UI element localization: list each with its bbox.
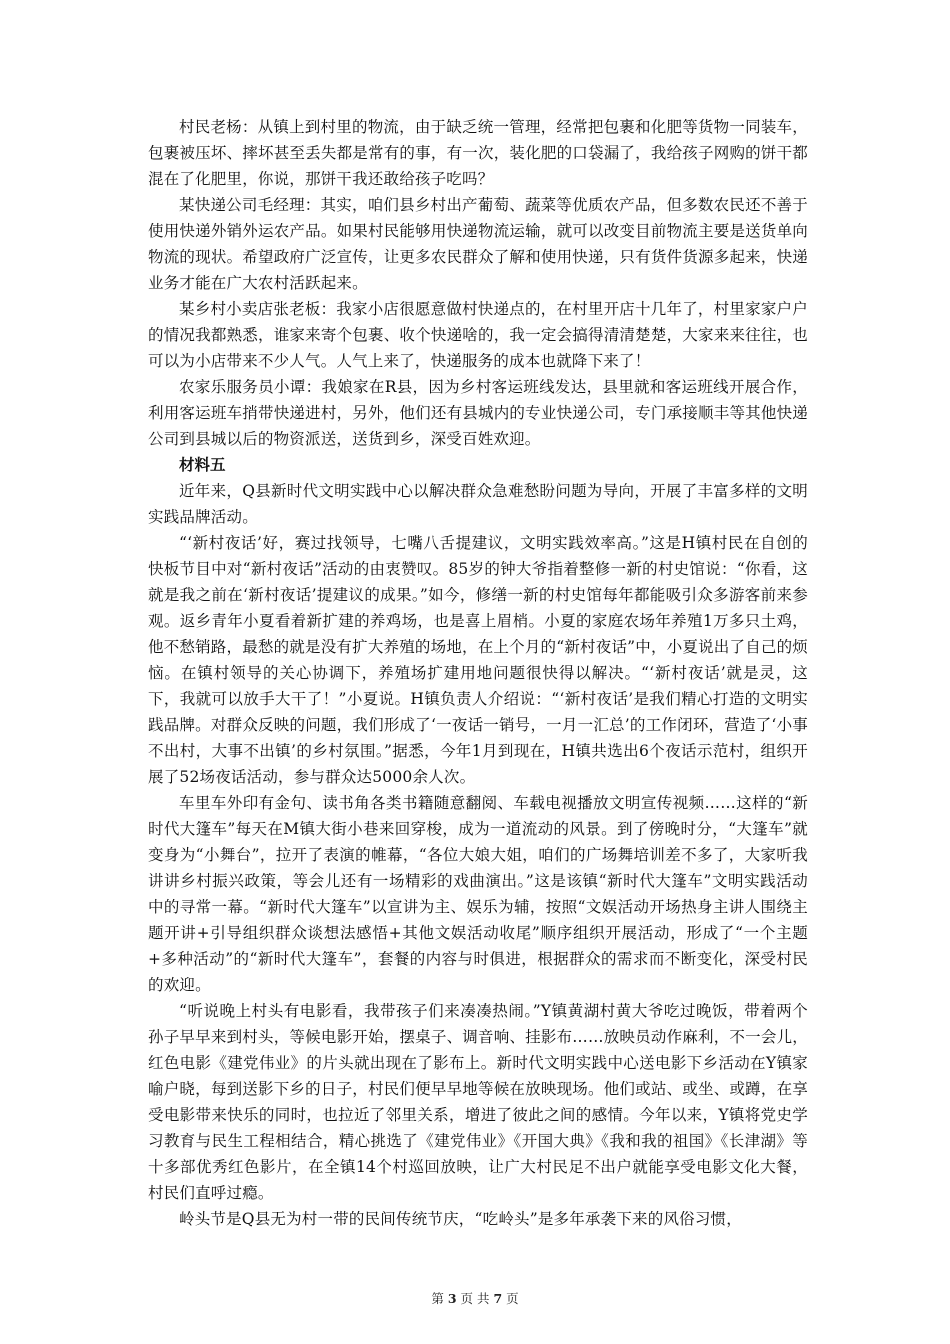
footer-prefix: 第 (431, 1291, 444, 1306)
paragraph-movie: “听说晚上村头有电影看，我带孩子们来凑凑热闹。”Y镇黄湖村黄大爷吃过晚饭，带着两个孙子早早来到村头，等候电影开始，摆桌子、调音响、挂影布……放映员动作麻利，不一会儿，红色电影《建党伟业》的片头就出现在了影布上。新时代文明实践中心送电影下乡活动在Y镇家喻户晓，每到送影下乡的日子，村民们便早早地等候在放映现场。他们或站、或坐、或蹲，在享受电影带来快乐的同时，也拉近了邻里关系，增进了彼此之间的感情。今年以来，Y镇将党史学习教育与民生工程相结合，精心挑选了《建党伟业》《开国大典》《我和我的祖国》《长津湖》等十多部优秀红色影片，在全镇14个村巡回放映，让广大村民足不出户就能享受电影文化大餐，村民们直呼过瘾。 (148, 1002, 808, 1202)
paragraph-intro: 近年来，Q县新时代文明实践中心以解决群众急难愁盼问题为导向，开展了丰富多样的文明实践品牌活动。 (148, 482, 808, 526)
section-heading: 材料五 (179, 455, 226, 474)
paragraph-caravan: 车里车外印有金句、读书角各类书籍随意翻阅、车载电视播放文明宣传视频……这样的“新时代大篷车”每天在M镇大街小巷来回穿梭，成为一道流动的风景。到了傍晚时分，“大篷车”就变身为“小舞台”，拉开了表演的帷幕，“各位大娘大姐，咱们的广场舞培训差不多了，大家听我讲讲乡村振兴政策，等会儿还有一场精彩的戏曲演出。”这是该镇“新时代大篷车”文明实践活动中的寻常一幕。“新时代大篷车”以宣讲为主、娱乐为辅，按照“文娱活动开场热身主讲人围绕主题开讲+引导组织群众谈想法感悟+其他文娱活动收尾”顺序组织开展活动，形成了“一个主题+多种活动”的“新时代大篷车”，套餐的内容与时俱进，根据群众的需求而不断变化，深受村民的欢迎。 (148, 794, 808, 994)
footer-total-pages: 7 (493, 1291, 503, 1306)
paragraph-lingtou-festival: 岭头节是Q县无为村一带的民间传统节庆，“吃岭头”是多年承袭下来的风俗习惯， (179, 1210, 742, 1228)
page-content (148, 114, 808, 1232)
page-footer (0, 1290, 950, 1308)
paragraph-villager-yang: 村民老杨：从镇上到村里的物流，由于缺乏统一管理，经常把包裹和化肥等货物一同装车，包裹被压坏、摔坏甚至丢失都是常有的事，有一次，装化肥的口袋漏了，我给孩子网购的饼干都混在了化肥里，你说，那饼干我还敢给孩子吃吗？ (148, 118, 808, 188)
footer-middle: 页 共 (460, 1291, 490, 1306)
paragraph-shop-owner-zhang: 某乡村小卖店张老板：我家小店很愿意做村快递点的，在村里开店十几年了，村里家家户户的情况我都熟悉，谁家来寄个包裹、收个快递啥的，我一定会搞得清清楚楚，大家来来往往，也可以为小店带来不少人气。人气上来了，快递服务的成本也就降下来了！ (148, 300, 808, 370)
footer-suffix: 页 (506, 1291, 519, 1306)
paragraph-waiter-tan: 农家乐服务员小谭：我娘家在R县，因为乡村客运班线发达，县里就和客运班线开展合作，利用客运班车捎带快递进村，另外，他们还有县城内的专业快递公司，专门承接顺丰等其他快递公司到县城以后的物资派送，送货到乡，深受百姓欢迎。 (148, 378, 808, 448)
footer-current-page: 3 (447, 1291, 457, 1306)
paragraph-courier-manager-mao: 某快递公司毛经理：其实，咱们县乡村出产葡萄、蔬菜等优质农产品，但多数农民还不善于使用快递外销外运农产品。如果村民能够用快递物流运输，就可以改变目前物流主要是送货单向物流的现状。希望政府广泛宣传，让更多农民群众了解和使用快递，只有货件货源多起来，快递业务才能在广大农村活跃起来。 (148, 196, 808, 292)
paragraph-village-night-talk: “‘新村夜话’好，赛过找领导，七嘴八舌提建议，文明实践效率高。”这是H镇村民在自创的快板节目中对“新村夜话”活动的由衷赞叹。85岁的钟大爷指着整修一新的村史馆说：“你看，这就是我之前在‘新村夜话’提建议的成果。”如今，修缮一新的村史馆每年都能吸引众多游客前来参观。返乡青年小夏看着新扩建的养鸡场，也是喜上眉梢。小夏的家庭农场年养殖1万多只土鸡，他不愁销路，最愁的就是没有扩大养殖的场地，在上个月的“新村夜话”中，小夏说出了自己的烦恼。在镇村领导的关心协调下，养殖场扩建用地问题很快得以解决。“‘新村夜话’就是灵，这下，我就可以放手大干了！”小夏说。H镇负责人介绍说：“‘新村夜话’是我们精心打造的文明实践品牌。对群众反映的问题，我们形成了‘一夜话一销号，一月一汇总’的工作闭环，营造了‘小事不出村，大事不出镇’的乡村氛围。”据悉，今年1月到现在，H镇共选出6个夜话示范村，组织开展了52场夜话活动，参与群众达5000余人次。 (148, 534, 808, 786)
